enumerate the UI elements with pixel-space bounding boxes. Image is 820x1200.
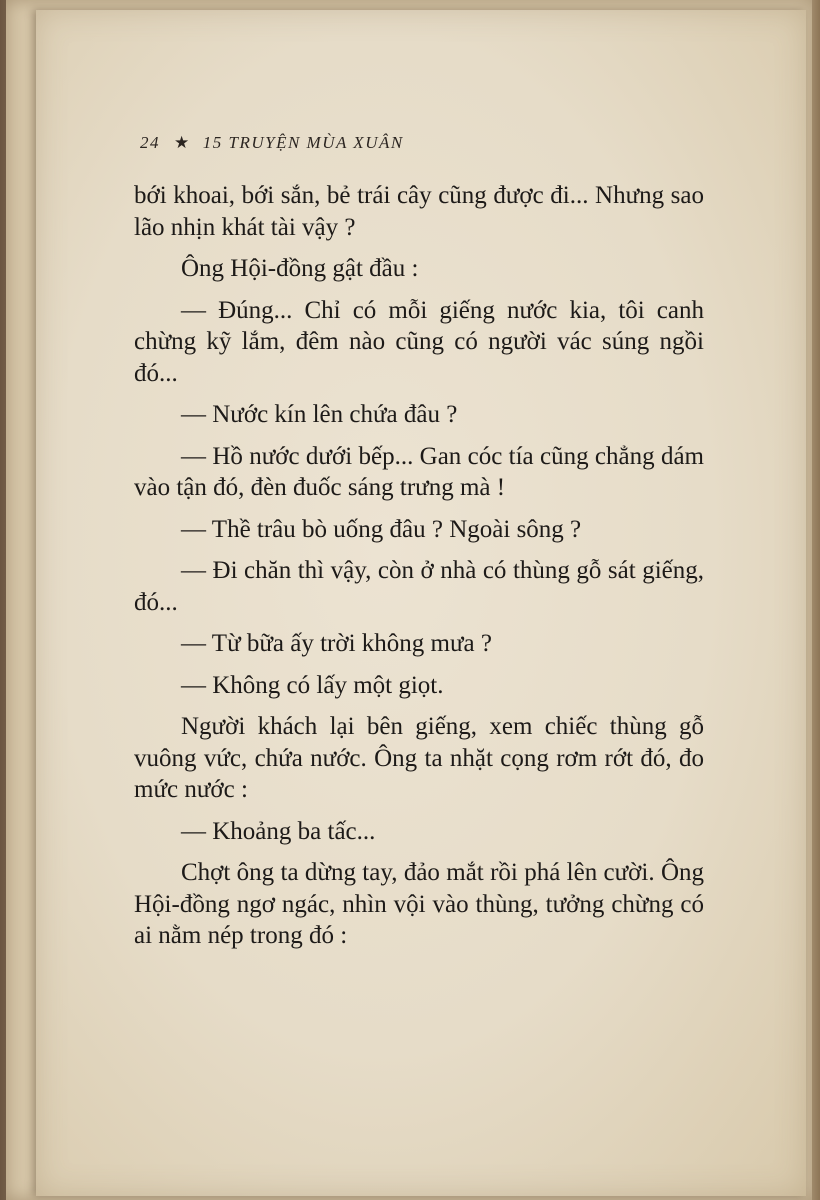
dialogue-line: — Hồ nước dưới bếp... Gan cóc tía cũng chẳng dám vào tận đó, đèn đuốc sáng trưng mà ! xyxy=(134,442,704,501)
running-header xyxy=(140,133,404,153)
star-icon: ★ xyxy=(174,133,191,152)
paragraph: Chợt ông ta dừng tay, đảo mắt rồi phá lên cười. Ông Hội-đồng ngơ ngác, nhìn vội vào thùng, tưởng chừng có ai nằm nép trong đó : xyxy=(134,859,704,949)
dialogue-line: — Đúng... Chỉ có mỗi giếng nước kia, tôi canh chừng kỹ lắm, đêm nào cũng có người vác súng ngồi đó... xyxy=(134,296,704,387)
dialogue-line: — Nước kín lên chứa đâu ? xyxy=(181,401,458,428)
paragraph: Ông Hội-đồng gật đầu : xyxy=(181,255,419,282)
dialogue-line: — Khoảng ba tấc... xyxy=(181,817,376,845)
dialogue-line: — Thề trâu bò uống đâu ? Ngoài sông ? xyxy=(181,515,582,543)
dialogue-line: — Từ bữa ấy trời không mưa ? xyxy=(181,630,492,657)
paragraph-continued: bới khoai, bới sắn, bẻ trái cây cũng được đi... Nhưng sao lão nhịn khát tài vậy ? xyxy=(134,182,704,241)
page-number: 24 xyxy=(140,133,160,152)
body-text xyxy=(134,180,704,962)
dialogue-line: — Không có lấy một giọt. xyxy=(181,671,444,699)
book-title: 15 TRUYỆN MÙA XUÂN xyxy=(202,133,404,152)
paragraph: Người khách lại bên giếng, xem chiếc thùng gỗ vuông vức, chứa nước. Ông ta nhặt cọng rơm rớt đó, đo mức nước : xyxy=(134,713,704,803)
dialogue-line: — Đi chăn thì vậy, còn ở nhà có thùng gỗ sát giếng, đó... xyxy=(134,557,704,616)
